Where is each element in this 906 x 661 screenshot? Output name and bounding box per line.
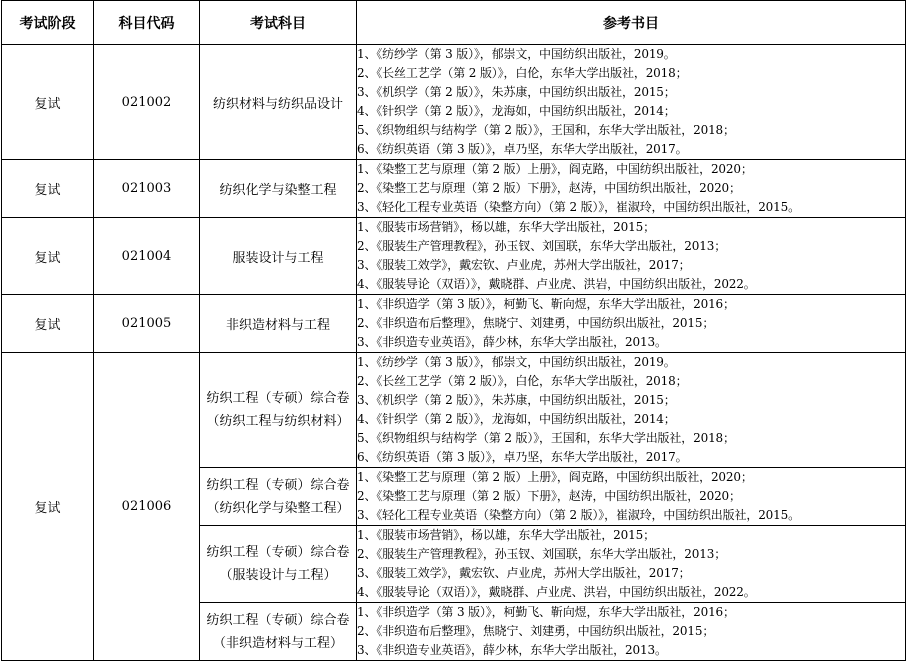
book-item: 3、《非织造专业英语》，薛少林，东华大学出版社，2013。 (357, 335, 667, 349)
code-cell: 021002 (94, 45, 200, 160)
subject-cell: 纺织化学与染整工程 (200, 160, 357, 218)
book-item: 1、《纺纱学（第 3 版）》，郁崇文，中国纺织出版社，2019。 (357, 355, 676, 369)
subject-line: （纺织工程与纺织材料） (206, 414, 350, 429)
books-cell (357, 218, 906, 295)
book-item: 2、《非织造布后整理》，焦晓宁、刘建勇，中国纺织出版社，2015； (357, 316, 715, 330)
header-subject: 考试科目 (200, 1, 357, 45)
subject-cell: 纺织材料与纺织品设计 (200, 45, 357, 160)
book-item: 2、《长丝工艺学（第 2 版）》，白伦，东华大学出版社，2018； (357, 374, 688, 388)
book-item: 3、《服装工效学》，戴宏钦、卢业虎，苏州大学出版社，2017； (357, 258, 691, 272)
book-item: 2、《服装生产管理教程》，孙玉钗、刘国联，东华大学出版社，2013； (357, 547, 727, 561)
stage-cell: 复试 (2, 295, 94, 353)
book-item: 2、《染整工艺与原理（第 2 版）下册》，赵涛，中国纺织出版社，2020； (357, 489, 741, 503)
subject-line: 纺织工程（专硕）综合卷 (206, 612, 350, 628)
book-item: 1、《服装市场营销》，杨以雄，东华大学出版社，2015； (357, 220, 655, 234)
book-item: 5、《织物组织与结构学（第 2 版）》，王国和，东华大学出版社，2018； (357, 431, 735, 445)
subject-cell (200, 603, 357, 661)
table-row (2, 45, 906, 160)
subject-line: 纺织工程（专硕）综合卷 (206, 477, 350, 493)
books-cell (357, 45, 906, 160)
subject-line: 纺织工程（专硕）综合卷 (206, 391, 350, 406)
table-header-row (2, 1, 906, 45)
table-row (2, 218, 906, 295)
book-item: 3、《机织学（第 2 版）》，朱苏康，中国纺织出版社，2015； (357, 393, 676, 407)
book-item: 1、《非织造学（第 3 版）》，柯勤飞、靳向煜，东华大学出版社，2016； (357, 605, 735, 619)
subject-line: （服装设计与工程） (219, 568, 337, 583)
book-item: 1、《染整工艺与原理（第 2 版）上册》，阎克路，中国纺织出版社，2020； (357, 470, 753, 484)
header-stage: 考试阶段 (2, 1, 94, 45)
subject-cell: 非织造材料与工程 (200, 295, 357, 353)
book-item: 2、《非织造布后整理》，焦晓宁、刘建勇，中国纺织出版社，2015； (357, 624, 715, 638)
code-cell: 021005 (94, 295, 200, 353)
book-item: 5、《织物组织与结构学（第 2 版）》，王国和，东华大学出版社，2018； (357, 123, 735, 137)
stage-cell: 复试 (2, 353, 94, 661)
books-cell (357, 160, 906, 218)
code-cell: 021006 (94, 353, 200, 661)
subject-line: （非织造材料与工程） (212, 635, 343, 651)
header-code: 科目代码 (94, 1, 200, 45)
book-item: 4、《针织学（第 2 版）》，龙海如，中国纺织出版社，2014； (357, 412, 676, 426)
book-item: 2、《染整工艺与原理（第 2 版）下册》，赵涛，中国纺织出版社，2020； (357, 181, 741, 195)
subject-cell (200, 526, 357, 603)
books-cell (357, 468, 906, 526)
subject-cell: 服装设计与工程 (200, 218, 357, 295)
stage-cell: 复试 (2, 45, 94, 160)
books-cell (357, 603, 906, 661)
subject-line: （纺织化学与染整工程） (206, 500, 350, 516)
header-books: 参考书目 (357, 1, 906, 45)
book-item: 4、《针织学（第 2 版）》，龙海如，中国纺织出版社，2014； (357, 104, 676, 118)
book-item: 1、《纺纱学（第 3 版）》，郁崇文，中国纺织出版社，2019。 (357, 47, 676, 61)
stage-cell: 复试 (2, 218, 94, 295)
code-cell: 021003 (94, 160, 200, 218)
book-item: 6、《纺织英语（第 3 版）》，卓乃坚，东华大学出版社，2017。 (357, 142, 688, 156)
subject-cell (200, 353, 357, 468)
book-item: 3、《轻化工程专业英语（染整方向）（第 2 版）》，崔淑玲，中国纺织出版社，2015。 (357, 508, 800, 522)
book-item: 3、《轻化工程专业英语（染整方向）（第 2 版）》，崔淑玲，中国纺织出版社，2015。 (357, 200, 800, 214)
subject-cell (200, 468, 357, 526)
book-item: 6、《纺织英语（第 3 版）》，卓乃坚，东华大学出版社，2017。 (357, 450, 688, 464)
book-item: 3、《服装工效学》，戴宏钦、卢业虎，苏州大学出版社，2017； (357, 566, 691, 580)
book-item: 1、《染整工艺与原理（第 2 版）上册》，阎克路，中国纺织出版社，2020； (357, 162, 753, 176)
book-item: 4、《服装导论（双语）》，戴晓群、卢业虎、洪岩，中国纺织出版社，2022。 (357, 585, 756, 599)
stage-cell: 复试 (2, 160, 94, 218)
subject-line: 纺织工程（专硕）综合卷 (206, 545, 350, 560)
book-item: 4、《服装导论（双语）》，戴晓群、卢业虎、洪岩，中国纺织出版社，2022。 (357, 277, 756, 291)
book-item: 1、《服装市场营销》，杨以雄，东华大学出版社，2015； (357, 528, 655, 542)
book-item: 2、《服装生产管理教程》，孙玉钗、刘国联，东华大学出版社，2013； (357, 239, 727, 253)
books-cell (357, 295, 906, 353)
book-item: 3、《机织学（第 2 版）》，朱苏康，中国纺织出版社，2015； (357, 85, 676, 99)
books-cell (357, 353, 906, 468)
book-item: 3、《非织造专业英语》，薛少林，东华大学出版社，2013。 (357, 643, 667, 657)
reference-book-table (1, 0, 906, 661)
books-cell (357, 526, 906, 603)
table-row (2, 295, 906, 353)
table-row (2, 160, 906, 218)
code-cell: 021004 (94, 218, 200, 295)
book-item: 1、《非织造学（第 3 版）》，柯勤飞、靳向煜，东华大学出版社，2016； (357, 297, 735, 311)
book-item: 2、《长丝工艺学（第 2 版）》，白伦，东华大学出版社，2018； (357, 66, 688, 80)
table-row (2, 353, 906, 468)
